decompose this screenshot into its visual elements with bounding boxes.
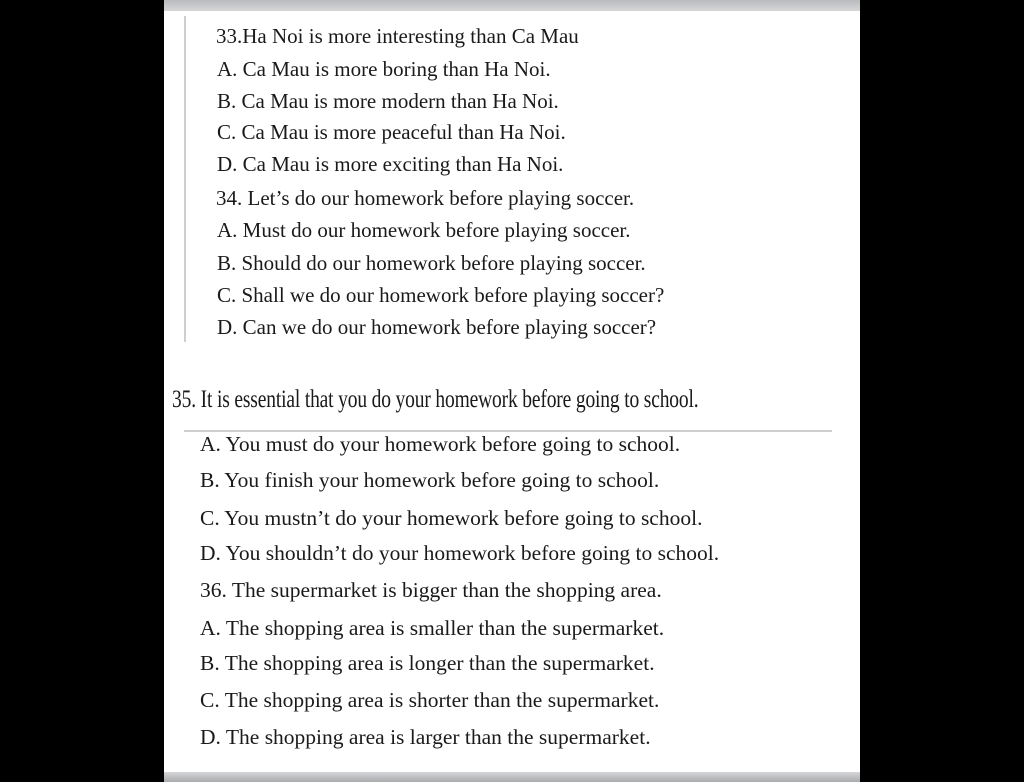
question-33-option-d: D. Ca Mau is more exciting than Ha Noi. xyxy=(217,152,564,176)
question-35-option-a: A. You must do your homework before going to school. xyxy=(200,432,681,456)
question-34-option-d: D. Can we do our homework before playing soccer? xyxy=(217,315,657,339)
question-36-prompt: 36. The supermarket is bigger than the shopping area. xyxy=(200,578,662,602)
bottom-edge-bar xyxy=(164,772,860,782)
question-33-option-b: B. Ca Mau is more modern than Ha Noi. xyxy=(217,89,559,113)
question-36-option-c: C. The shopping area is shorter than the supermarket. xyxy=(200,688,660,712)
question-34-option-b: B. Should do our homework before playing soccer. xyxy=(217,251,646,275)
question-34-option-a: A. Must do our homework before playing soccer. xyxy=(217,218,631,242)
left-margin-rule xyxy=(184,16,186,342)
question-34-prompt: 34. Let’s do our homework before playing soccer. xyxy=(216,186,635,210)
question-35-option-c: C. You mustn’t do your homework before going to school. xyxy=(200,506,703,530)
question-34-option-c: C. Shall we do our homework before playing soccer? xyxy=(217,283,665,307)
question-35-prompt: 35. It is essential that you do your homework before going to school. xyxy=(172,386,699,413)
top-edge-bar xyxy=(164,0,860,11)
question-33-option-a: A. Ca Mau is more boring than Ha Noi. xyxy=(217,57,551,81)
question-35-option-d: D. You shouldn’t do your homework before going to school. xyxy=(200,541,720,565)
question-36-option-b: B. The shopping area is longer than the supermarket. xyxy=(200,651,655,675)
document-page xyxy=(164,0,860,782)
question-36-option-a: A. The shopping area is smaller than the supermarket. xyxy=(200,616,665,640)
question-33-option-c: C. Ca Mau is more peaceful than Ha Noi. xyxy=(217,120,566,144)
question-33-prompt: 33.Ha Noi is more interesting than Ca Mau xyxy=(216,24,579,48)
question-36-option-d: D. The shopping area is larger than the supermarket. xyxy=(200,725,651,749)
question-35-option-b: B. You finish your homework before going to school. xyxy=(200,468,660,492)
